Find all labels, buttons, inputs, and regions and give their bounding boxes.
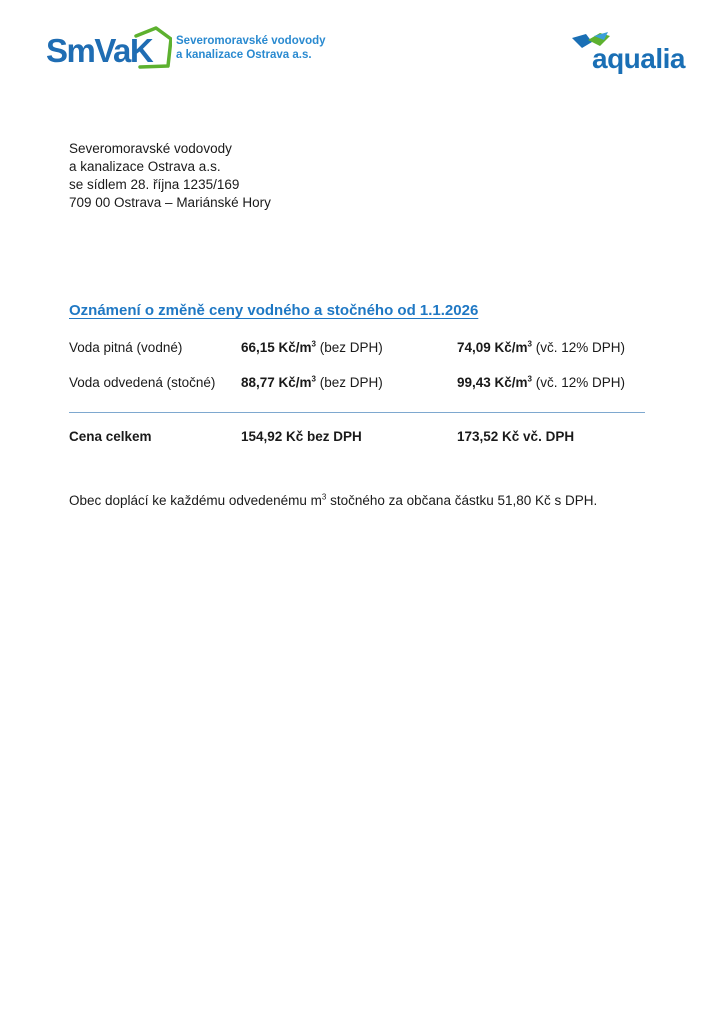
smvak-logo — [44, 26, 326, 70]
price-row-label: Voda pitná (vodné) — [69, 340, 183, 355]
subsidy-note: Obec doplácí ke každému odvedenému $m^3$ stočného za občana částku 51,80 Kč s DPH. — [69, 492, 598, 508]
price-row-waste-water — [69, 375, 649, 395]
address-line: se sídlem 28. října 1235/169 — [69, 177, 240, 192]
address-line: Severomoravské vodovody — [69, 141, 232, 156]
notice-title: Oznámení o změně ceny vodného a stočného od 1.1.2026 — [69, 302, 479, 319]
smvak-logo-mark — [44, 26, 172, 70]
total-gross: 173,52 Kč vč. DPH — [457, 429, 575, 444]
smvak-tagline — [176, 34, 326, 62]
price-net: 88,77 $Kč/m^3$ (bez DPH) — [241, 374, 383, 390]
smvak-tagline-line2: a kanalizace Ostrava a.s. — [176, 49, 312, 61]
address-line: a kanalizace Ostrava a.s. — [69, 159, 221, 174]
price-net: 66,15 $Kč/m^3$ (bez DPH) — [241, 339, 383, 355]
aqualia-logo-text: aqualia — [592, 43, 685, 74]
divider — [69, 412, 645, 413]
address-line: 709 00 Ostrava – Mariánské Hory — [69, 195, 271, 210]
price-gross: 99,43 $Kč/m^3$ (vč. 12% DPH) — [457, 374, 626, 390]
smvak-tagline-line1: Severomoravské vodovody — [176, 35, 326, 47]
price-row-drinking-water — [69, 340, 649, 360]
smvak-logo-text: SmVaK — [46, 32, 153, 69]
price-gross: 74,09 $Kč/m^3$ (vč. 12% DPH) — [457, 339, 626, 355]
aqualia-logo — [570, 30, 692, 78]
price-row-total — [69, 429, 649, 449]
company-address — [69, 140, 271, 212]
price-row-label: Voda odvedená (stočné) — [69, 375, 216, 390]
total-label: Cena celkem — [69, 429, 152, 444]
total-net: 154,92 Kč bez DPH — [241, 429, 362, 444]
